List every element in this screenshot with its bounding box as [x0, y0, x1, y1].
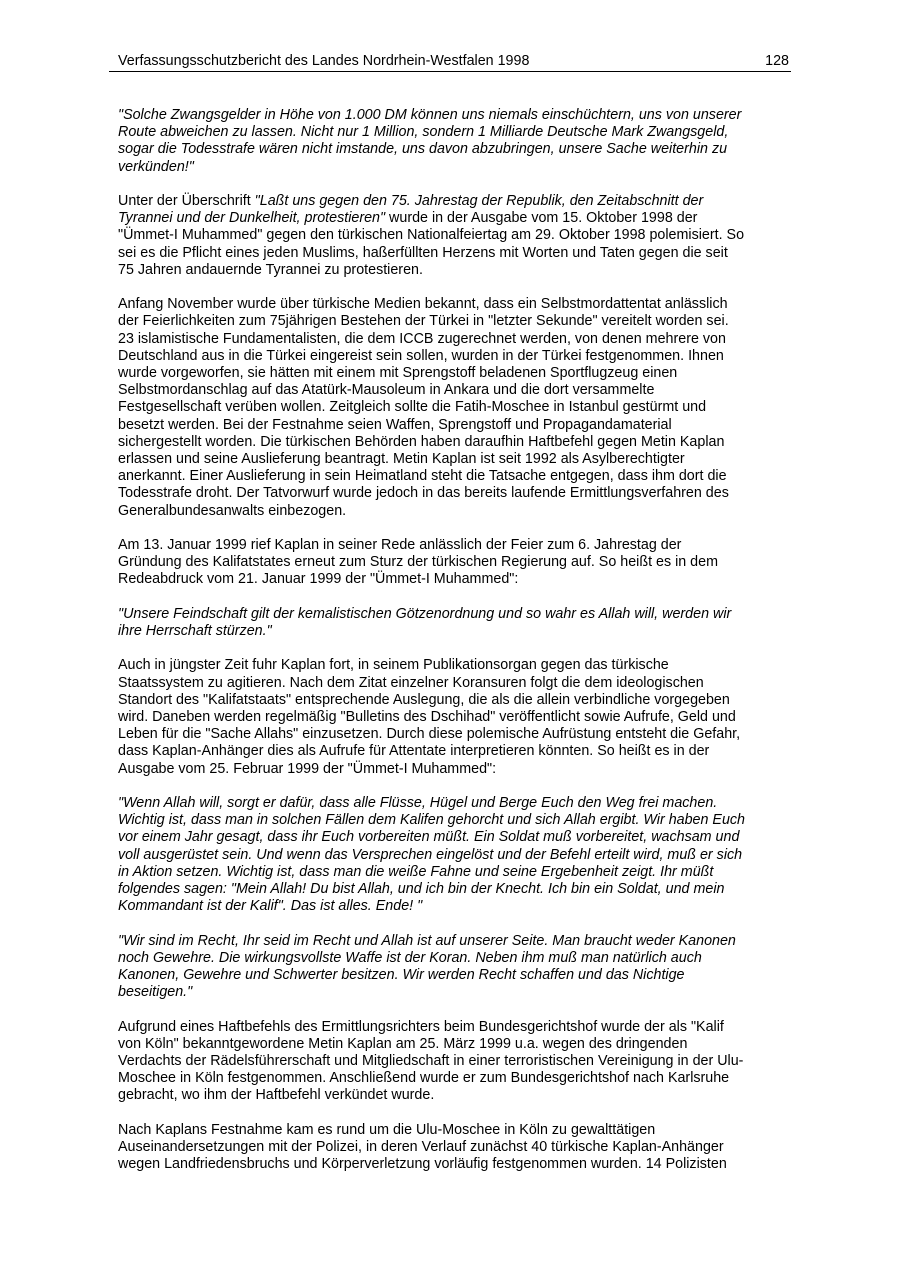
text-line: sei es die Pflicht eines jeden Muslims, haßerfüllten Herzens mit Worten und Taten gegen die seit — [118, 244, 728, 261]
text-line: Deutschland aus in die Türkei eingereist sein sollen, wurden in der Türkei festgenommen. Ihnen — [118, 347, 724, 364]
quote-paragraph-8 — [118, 933, 786, 1002]
text-line: Auch in jüngster Zeit fuhr Kaplan fort, in seinem Publikationsorgan gegen das türkische — [118, 657, 669, 674]
text-line: gebracht, wo ihm der Haftbefehl verkündet wurde. — [118, 1087, 435, 1104]
text-line: Wichtig ist, dass man in solchen Fällen dem Kalifen gehorcht und sich Allah ergibt. Wir haben Euch — [118, 812, 746, 829]
text-line: Anfang November wurde über türkische Medien bekannt, dass ein Selbstmordattentat anlässlich — [118, 296, 728, 313]
text-line: Auseinandersetzungen mit der Polizei, in deren Verlauf zunächst 40 türkische Kaplan-Anhänger — [118, 1139, 724, 1156]
text-line: anerkannt. Einer Auslieferung in sein Heimatland steht die Tatsache entgegen, dass ihm dort die — [118, 468, 727, 485]
header-title: Verfassungsschutzbericht des Landes Nordrhein-Westfalen 1998 — [118, 53, 530, 69]
text-line: 75 Jahren andauernde Tyrannei zu protestieren. — [118, 261, 423, 278]
paragraph-6 — [118, 657, 786, 777]
paragraph-3 — [118, 296, 786, 520]
page-header — [109, 52, 791, 72]
text-line: Verdachts der Rädelsführerschaft und Mitgliedschaft in einer terroristischen Vereinigung in der Ulu- — [118, 1053, 744, 1070]
text-line: in Aktion setzen. Wichtig ist, dass man die weiße Fahne und seine Ergebenheit zeigt. Ihr müßt — [118, 863, 714, 880]
text-line: Kommandant ist der Kalif". Das ist alles. Ende! " — [118, 898, 423, 915]
quote-paragraph-7 — [118, 795, 786, 915]
text-line: wurde vorgeworfen, sie hätten mit einem mit Sprengstoff beladenen Sportflugzeug einen — [118, 365, 678, 382]
text-line: Kanonen, Gewehre und Schwerter besitzen. Wir werden Recht schaffen und das Nichtige — [118, 967, 685, 984]
text-fragment: wurde in der Ausgabe vom 15. Oktober 1998 der — [385, 210, 698, 227]
text-line: Aufgrund eines Haftbefehls des Ermittlungsrichters beim Bundesgerichtshof wurde der als "Kalif — [118, 1018, 724, 1035]
text-line: Moschee in Köln festgenommen. Anschließend wurde er zum Bundesgerichtshof nach Karlsruhe — [118, 1070, 730, 1087]
text-line: von Köln" bekanntgewordene Metin Kaplan am 25. März 1999 u.a. wegen des dringenden — [118, 1035, 688, 1052]
text-line: wegen Landfriedensbruchs und Körperverletzung vorläufig festgenommen wurden. 14 Polizisten — [118, 1156, 727, 1173]
text-line: folgendes sagen: "Mein Allah! Du bist Allah, und ich bin der Knecht. Ich bin ein Soldat, und mein — [118, 881, 725, 898]
text-line: dass Kaplan-Anhänger dies als Aufrufe für Attentate interpretieren könnten. So heißt es in der — [118, 743, 710, 760]
text-line: Redeabdruck vom 21. Januar 1999 der "Ümmet-I Muhammed": — [118, 571, 519, 588]
text-line: wird. Daneben werden regelmäßig "Bulletins des Dschihad" veröffentlicht sowie Aufrufe, Geld und — [118, 709, 736, 726]
text-line: noch Gewehre. Die wirkungsvollste Waffe ist der Koran. Neben ihm muß man natürlich auch — [118, 949, 702, 966]
text-line: "Solche Zwangsgelder in Höhe von 1.000 DM können uns niemals einschüchtern, uns von unserer — [118, 107, 742, 123]
text-line: "Wenn Allah will, sorgt er dafür, dass alle Flüsse, Hügel und Berge Euch den Weg frei machen. — [118, 795, 718, 812]
text-line: Gründung des Kalifatstates erneut zum Sturz der türkischen Regierung auf. So heißt es in dem — [118, 554, 718, 571]
text-line: Route abweichen zu lassen. Nicht nur 1 Million, sondern 1 Milliarde Deutsche Mark Zwangsgeld, — [118, 124, 729, 141]
text-line — [118, 210, 786, 227]
text-line: "Unsere Feindschaft gilt der kemalistischen Götzenordnung und so wahr es Allah will, werden wir — [118, 605, 732, 622]
text-line: Ausgabe vom 25. Februar 1999 der "Ümmet-I Muhammed": — [118, 760, 497, 777]
text-line: Festgesellschaft verüben wollen. Zeitgleich sollte die Fatih-Moschee in Istanbul gestürmt und — [118, 399, 707, 416]
text-line: verkünden!" — [118, 158, 194, 175]
quote-paragraph-5 — [118, 606, 786, 640]
text-line: vor einem Jahr gesagt, dass ihr Euch vorbereiten müßt. Ein Soldat muß vorbereitet, wachsam und — [118, 829, 740, 846]
quote-paragraph-1 — [118, 107, 786, 176]
text-line: Leben für die "Sache Allahs" einzusetzen. Durch diese polemische Aufrüstung entsteht die Gefahr, — [118, 726, 741, 743]
paragraph-2 — [118, 193, 786, 279]
text-line: "Ümmet-I Muhammed" gegen den türkischen Nationalfeiertag am 29. Oktober 1998 polemisiert. So — [118, 227, 745, 244]
paragraph-9 — [118, 1019, 786, 1105]
text-line: 23 islamistische Fundamentalisten, die dem ICCB zugerechnet werden, von denen mehrere von — [118, 330, 726, 347]
quoted-heading: Tyrannei und der Dunkelheit, protestieren" — [118, 210, 386, 227]
paragraph-4 — [118, 537, 786, 589]
text-line: ihre Herrschaft stürzen." — [118, 623, 272, 640]
text-line: sogar die Todesstrafe wären nicht imstande, uns davon abzubringen, unsere Sache weiterhin zu — [118, 141, 728, 158]
text-line: Standort des "Kalifatstaats" entsprechende Auslegung, die als die allein verbindliche vorgegeben — [118, 691, 730, 708]
text-line: erlassen und seine Auslieferung beantragt. Metin Kaplan ist seit 1992 als Asylberechtigter — [118, 451, 685, 468]
text-line: Am 13. Januar 1999 rief Kaplan in seiner Rede anlässlich der Feier zum 6. Jahrestag der — [118, 537, 682, 554]
text-line — [118, 193, 786, 210]
text-line: voll ausgerüstet sein. Und wenn das Versprechen eingelöst und der Befehl erteilt wird, muß er sich — [118, 846, 743, 863]
text-line: Selbstmordanschlag auf das Atatürk-Mausoleum in Ankara und die dort versammelte — [118, 382, 655, 399]
paragraph-10 — [118, 1122, 786, 1174]
text-line: Nach Kaplans Festnahme kam es rund um die Ulu-Moschee in Köln zu gewalttätigen — [118, 1121, 656, 1138]
quoted-heading: "Laßt uns gegen den 75. Jahrestag der Republik, den Zeitabschnitt der — [254, 193, 704, 209]
text-line: der Feierlichkeiten zum 75jährigen Bestehen der Türkei in "letzter Sekunde" vereitelt worden sei. — [118, 313, 729, 330]
text-line: Staatssystem zu agitieren. Nach dem Zitat einzelner Koransuren folgt die dem ideologischen — [118, 674, 704, 691]
text-line: beseitigen." — [118, 984, 193, 1001]
body-text — [118, 107, 786, 1191]
text-line: besetzt werden. Bei der Festnahme seien Waffen, Sprengstoff und Propagandamaterial — [118, 416, 672, 433]
text-line: "Wir sind im Recht, Ihr seid im Recht und Allah ist auf unserer Seite. Man braucht weder Kanonen — [118, 932, 736, 949]
page-number: 128 — [765, 53, 789, 69]
text-line: Todesstrafe droht. Der Tatvorwurf wurde jedoch in das bereits laufende Ermittlungsverfahren des — [118, 485, 729, 502]
text-line: Generalbundesanwalts einbezogen. — [118, 502, 347, 519]
text-line: sichergestellt worden. Die türkischen Behörden haben daraufhin Haftbefehl gegen Metin Kaplan — [118, 433, 725, 450]
text-fragment: Unter der Überschrift — [118, 193, 255, 209]
